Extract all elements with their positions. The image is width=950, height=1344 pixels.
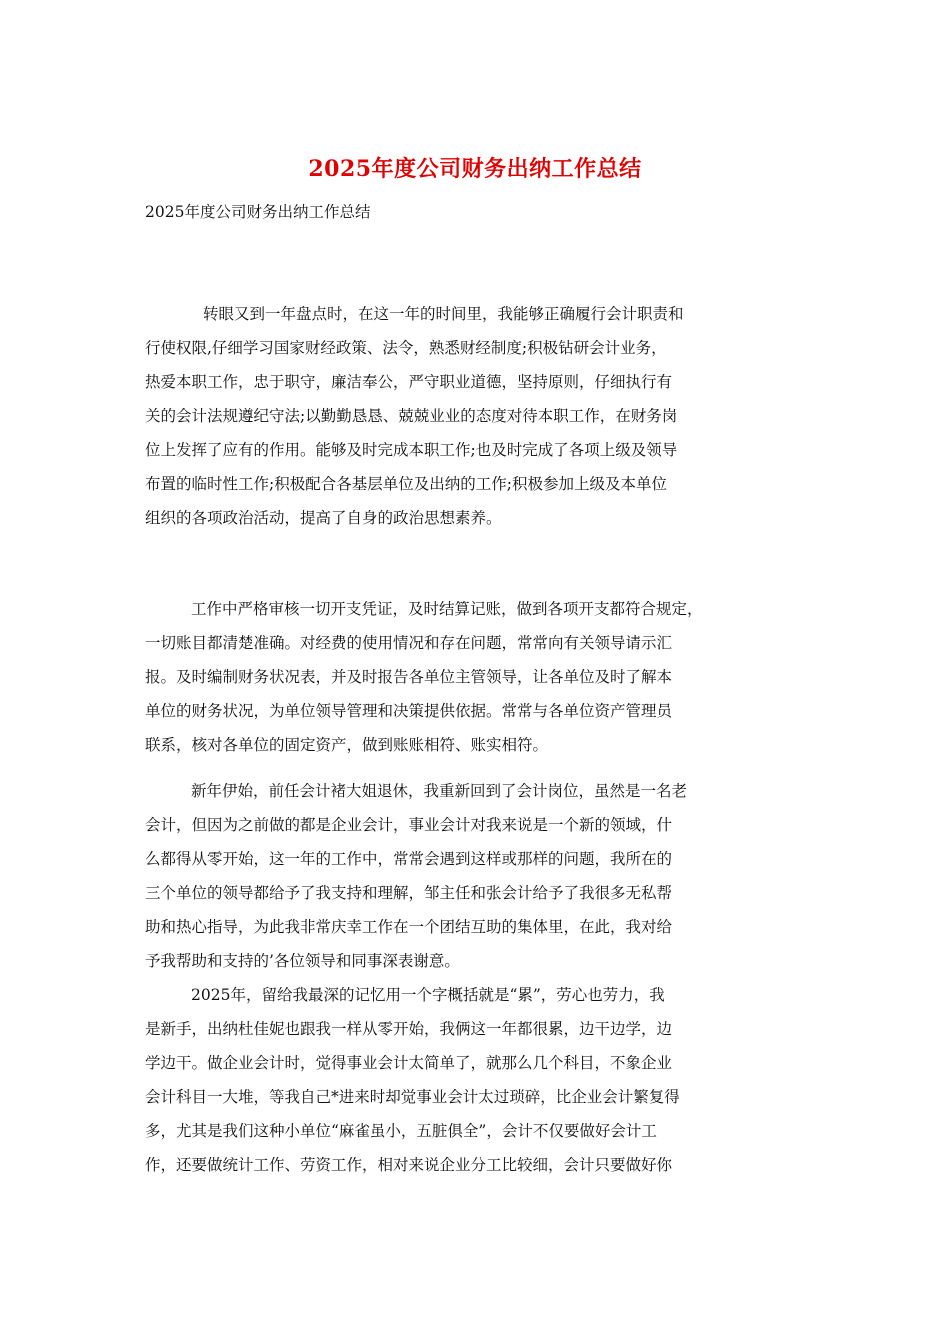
paragraph-line: 会计科目一大堆，等我自己*进来时却觉事业会计太过琐碎，比企业会计繁复得 xyxy=(145,1088,680,1106)
document-title: 2025年度公司财务出纳工作总结 xyxy=(308,156,642,182)
paragraph-line: 组织的各项政治活动，提高了自身的政治思想素养。 xyxy=(145,509,502,527)
paragraph-line: 予我帮助和支持的’各位领导和同事深表谢意。 xyxy=(145,952,460,970)
paragraph-line: 三个单位的领导都给予了我支持和理解，邹主任和张会计给予了我很多无私帮 xyxy=(145,884,673,902)
paragraph-line: 助和热心指导，为此我非常庆幸工作在一个团结互助的集体里，在此，我对给 xyxy=(145,918,673,936)
paragraph-4 xyxy=(145,978,805,1182)
paragraph-2 xyxy=(145,592,805,762)
paragraph-line: 是新手，出纳杜佳妮也跟我一样从零开始，我俩这一年都很累，边干边学，边 xyxy=(145,1020,673,1038)
paragraph-line: 关的会计法规遵纪守法;以勤勤恳恳、兢兢业业的态度对待本职工作，在财务岗 xyxy=(145,407,678,425)
paragraph-line: 么都得从零开始，这一年的工作中，常常会遇到这样或那样的问题，我所在的 xyxy=(145,850,673,868)
paragraph-line: 工作中严格审核一切开支凭证，及时结算记账，做到各项开支都符合规定， xyxy=(191,600,703,618)
paragraph-1 xyxy=(145,297,805,535)
paragraph-line: 一切账目都清楚准确。对经费的使用情况和存在问题，常常向有关领导请示汇 xyxy=(145,634,673,652)
paragraph-line: 多，尤其是我们这种小单位“麻雀虽小，五脏俱全”，会计不仅要做好会计工 xyxy=(145,1122,657,1140)
paragraph-line: 作，还要做统计工作、劳资工作，相对来说企业分工比较细，会计只要做好你 xyxy=(145,1156,673,1174)
paragraph-line: 单位的财务状况，为单位领导管理和决策提供依据。常常与各单位资产管理员 xyxy=(145,702,673,720)
paragraph-line: 2025年，留给我最深的记忆用一个字概括就是“累”，劳心也劳力，我 xyxy=(191,986,665,1004)
paragraph-line: 联系，核对各单位的固定资产，做到账账相符、账实相符。 xyxy=(145,736,549,754)
paragraph-line: 新年伊始，前任会计褚大姐退休，我重新回到了会计岗位，虽然是一名老 xyxy=(191,782,688,800)
paragraph-line: 会计，但因为之前做的都是企业会计，事业会计对我来说是一个新的领域，什 xyxy=(145,816,673,834)
paragraph-line: 转眼又到一年盘点时，在这一年的时间里，我能够正确履行会计职责和 xyxy=(203,305,684,323)
paragraph-line: 布置的临时性工作;积极配合各基层单位及出纳的工作;积极参加上级及本单位 xyxy=(145,475,667,493)
paragraph-line: 行使权限,仔细学习国家财经政策、法令，熟悉财经制度;积极钻研会计业务， xyxy=(145,339,667,357)
paragraph-line: 位上发挥了应有的作用。能够及时完成本职工作;也及时完成了各项上级及领导 xyxy=(145,441,678,459)
document-subtitle: 2025年度公司财务出纳工作总结 xyxy=(145,203,371,221)
paragraph-3 xyxy=(145,774,805,978)
paragraph-line: 报。及时编制财务状况表，并及时报告各单位主管领导，让各单位及时了解本 xyxy=(145,668,673,686)
paragraph-line: 学边干。做企业会计时，觉得事业会计太简单了，就那么几个科目，不象企业 xyxy=(145,1054,673,1072)
paragraph-line: 热爱本职工作，忠于职守，廉洁奉公，严守职业道德，坚持原则，仔细执行有 xyxy=(145,373,673,391)
